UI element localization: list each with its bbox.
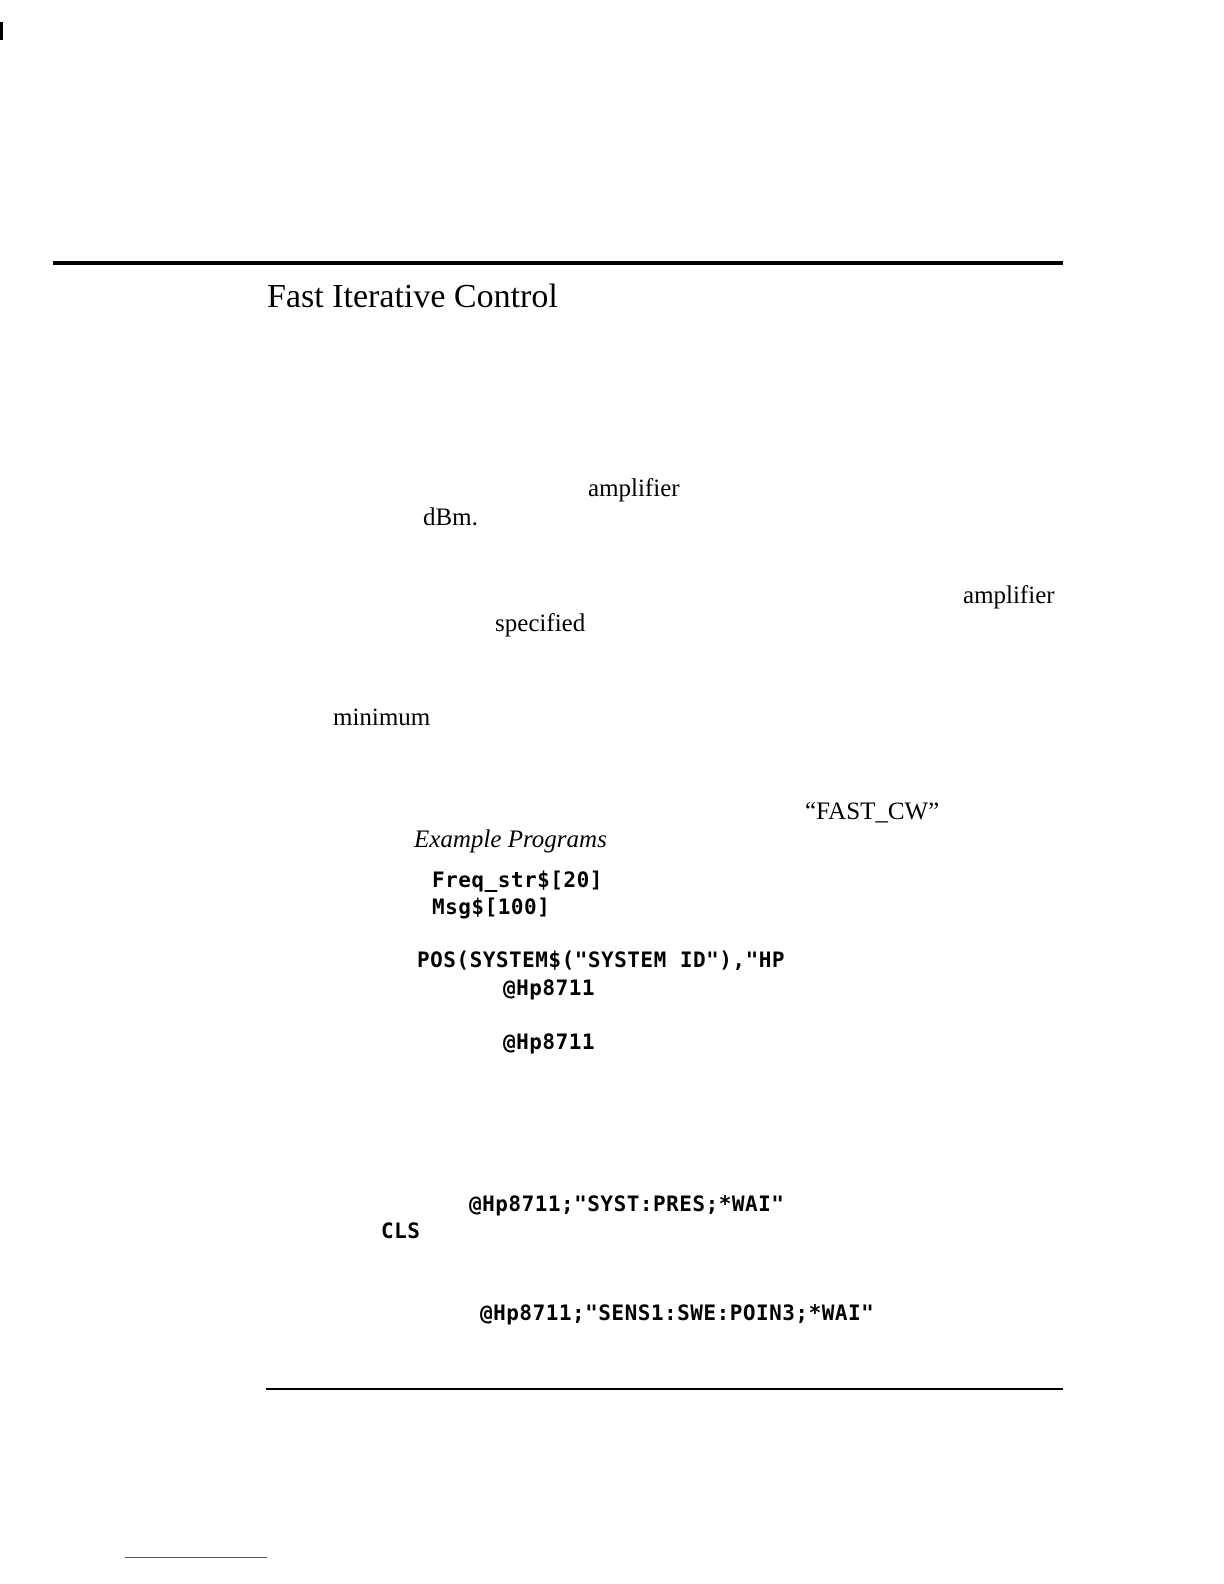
word-amplifier-1: amplifier: [588, 475, 680, 502]
word-fast-cw: “FAST_CW”: [805, 798, 940, 825]
section-title: Fast Iterative Control: [267, 278, 558, 315]
code-line-pos: POS(SYSTEM$("SYSTEM ID"),"HP: [417, 948, 786, 972]
word-amplifier-2: amplifier: [963, 582, 1055, 609]
word-dbm: dBm.: [423, 504, 478, 531]
margin-mark: [0, 22, 3, 40]
code-line-hp-1: @Hp8711: [503, 976, 596, 1000]
top-rule: [53, 261, 1063, 265]
code-line-msg: Msg$[100]: [432, 895, 551, 919]
code-line-hp-2: @Hp8711: [503, 1030, 596, 1054]
bottom-rule: [266, 1388, 1063, 1390]
code-line-cls: CLS: [381, 1219, 421, 1243]
word-specified: specified: [495, 610, 586, 637]
code-line-preset: @Hp8711;"SYST:PRES;*WAI": [469, 1192, 785, 1216]
word-minimum: minimum: [333, 704, 431, 731]
footer-underline: [125, 1557, 267, 1558]
example-programs-ref: Example Programs: [414, 826, 607, 853]
code-line-points: @Hp8711;"SENS1:SWE:POIN3;*WAI": [480, 1301, 875, 1325]
code-line-freq: Freq_str$[20]: [432, 868, 603, 892]
